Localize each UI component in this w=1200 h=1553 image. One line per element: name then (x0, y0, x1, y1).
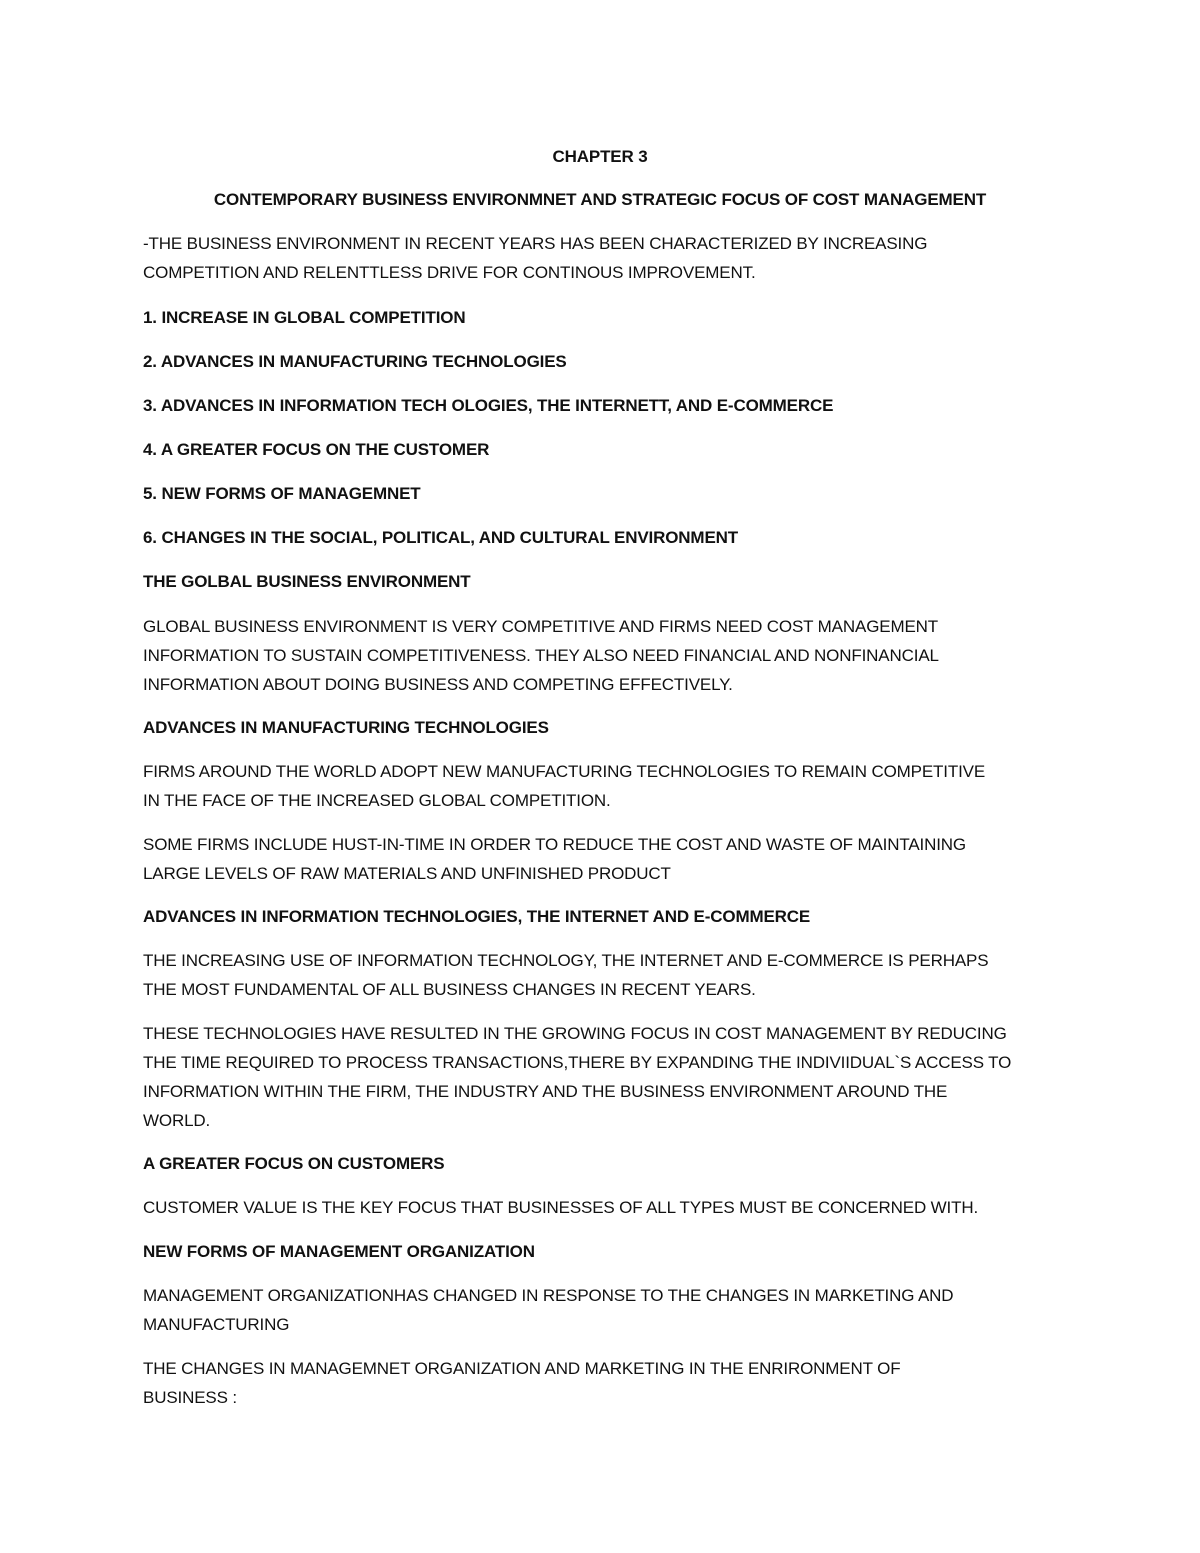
section-heading: A GREATER FOCUS ON CUSTOMERS (143, 1154, 445, 1173)
list-item: 2. ADVANCES IN MANUFACTURING TECHNOLOGIES (143, 352, 567, 371)
paragraph-line: CUSTOMER VALUE IS THE KEY FOCUS THAT BUSINESSES OF ALL TYPES MUST BE CONCERNED WITH. (143, 1198, 979, 1217)
list-item: 1. INCREASE IN GLOBAL COMPETITION (143, 308, 466, 327)
paragraph-line: LARGE LEVELS OF RAW MATERIALS AND UNFINISHED PRODUCT (143, 864, 671, 883)
paragraph-line: THESE TECHNOLOGIES HAVE RESULTED IN THE GROWING FOCUS IN COST MANAGEMENT BY REDUCING (143, 1024, 1007, 1043)
paragraph-line: MANAGEMENT ORGANIZATIONHAS CHANGED IN RESPONSE TO THE CHANGES IN MARKETING AND (143, 1286, 954, 1305)
paragraph-line: BUSINESS : (143, 1388, 237, 1407)
paragraph-line: GLOBAL BUSINESS ENVIRONMENT IS VERY COMPETITIVE AND FIRMS NEED COST MANAGEMENT (143, 617, 939, 636)
list-item: 3. ADVANCES IN INFORMATION TECH OLOGIES, THE INTERNETT, AND E-COMMERCE (143, 396, 834, 415)
paragraph-line: INFORMATION ABOUT DOING BUSINESS AND COMPETING EFFECTIVELY. (143, 675, 733, 694)
paragraph-line: MANUFACTURING (143, 1315, 290, 1334)
paragraph-line: THE CHANGES IN MANAGEMNET ORGANIZATION AND MARKETING IN THE ENRIRONMENT OF (143, 1359, 901, 1378)
section-heading: NEW FORMS OF MANAGEMENT ORGANIZATION (143, 1242, 535, 1261)
paragraph-line: FIRMS AROUND THE WORLD ADOPT NEW MANUFACTURING TECHNOLOGIES TO REMAIN COMPETITIVE (143, 762, 986, 781)
paragraph-line: THE TIME REQUIRED TO PROCESS TRANSACTIONS,THERE BY EXPANDING THE INDIVIIDUAL`S ACCESS TO (143, 1053, 1012, 1072)
paragraph-line: IN THE FACE OF THE INCREASED GLOBAL COMPETITION. (143, 791, 611, 810)
section-heading: ADVANCES IN MANUFACTURING TECHNOLOGIES (143, 718, 549, 737)
list-item: 6. CHANGES IN THE SOCIAL, POLITICAL, AND CULTURAL ENVIRONMENT (143, 528, 738, 547)
list-item: 4. A GREATER FOCUS ON THE CUSTOMER (143, 440, 490, 459)
paragraph-line: INFORMATION WITHIN THE FIRM, THE INDUSTRY AND THE BUSINESS ENVIRONMENT AROUND THE (143, 1082, 948, 1101)
paragraph-line: SOME FIRMS INCLUDE HUST-IN-TIME IN ORDER TO REDUCE THE COST AND WASTE OF MAINTAINING (143, 835, 966, 854)
intro-line: -THE BUSINESS ENVIRONMENT IN RECENT YEARS HAS BEEN CHARACTERIZED BY INCREASING (143, 234, 928, 253)
paragraph-line: INFORMATION TO SUSTAIN COMPETITIVENESS. THEY ALSO NEED FINANCIAL AND NONFINANCIAL (143, 646, 939, 665)
chapter-label: CHAPTER 3 (552, 147, 648, 166)
intro-line: COMPETITION AND RELENTTLESS DRIVE FOR CONTINOUS IMPROVEMENT. (143, 263, 756, 282)
chapter-title: CONTEMPORARY BUSINESS ENVIRONMNET AND STRATEGIC FOCUS OF COST MANAGEMENT (213, 190, 987, 209)
paragraph-line: THE INCREASING USE OF INFORMATION TECHNOLOGY, THE INTERNET AND E-COMMERCE IS PERHAPS (143, 951, 989, 970)
section-heading: ADVANCES IN INFORMATION TECHNOLOGIES, THE INTERNET AND E-COMMERCE (143, 907, 811, 926)
section-heading: THE GOLBAL BUSINESS ENVIRONMENT (143, 572, 471, 591)
list-item: 5. NEW FORMS OF MANAGEMNET (143, 484, 421, 503)
paragraph-line: THE MOST FUNDAMENTAL OF ALL BUSINESS CHANGES IN RECENT YEARS. (143, 980, 756, 999)
paragraph-line: WORLD. (143, 1111, 211, 1130)
